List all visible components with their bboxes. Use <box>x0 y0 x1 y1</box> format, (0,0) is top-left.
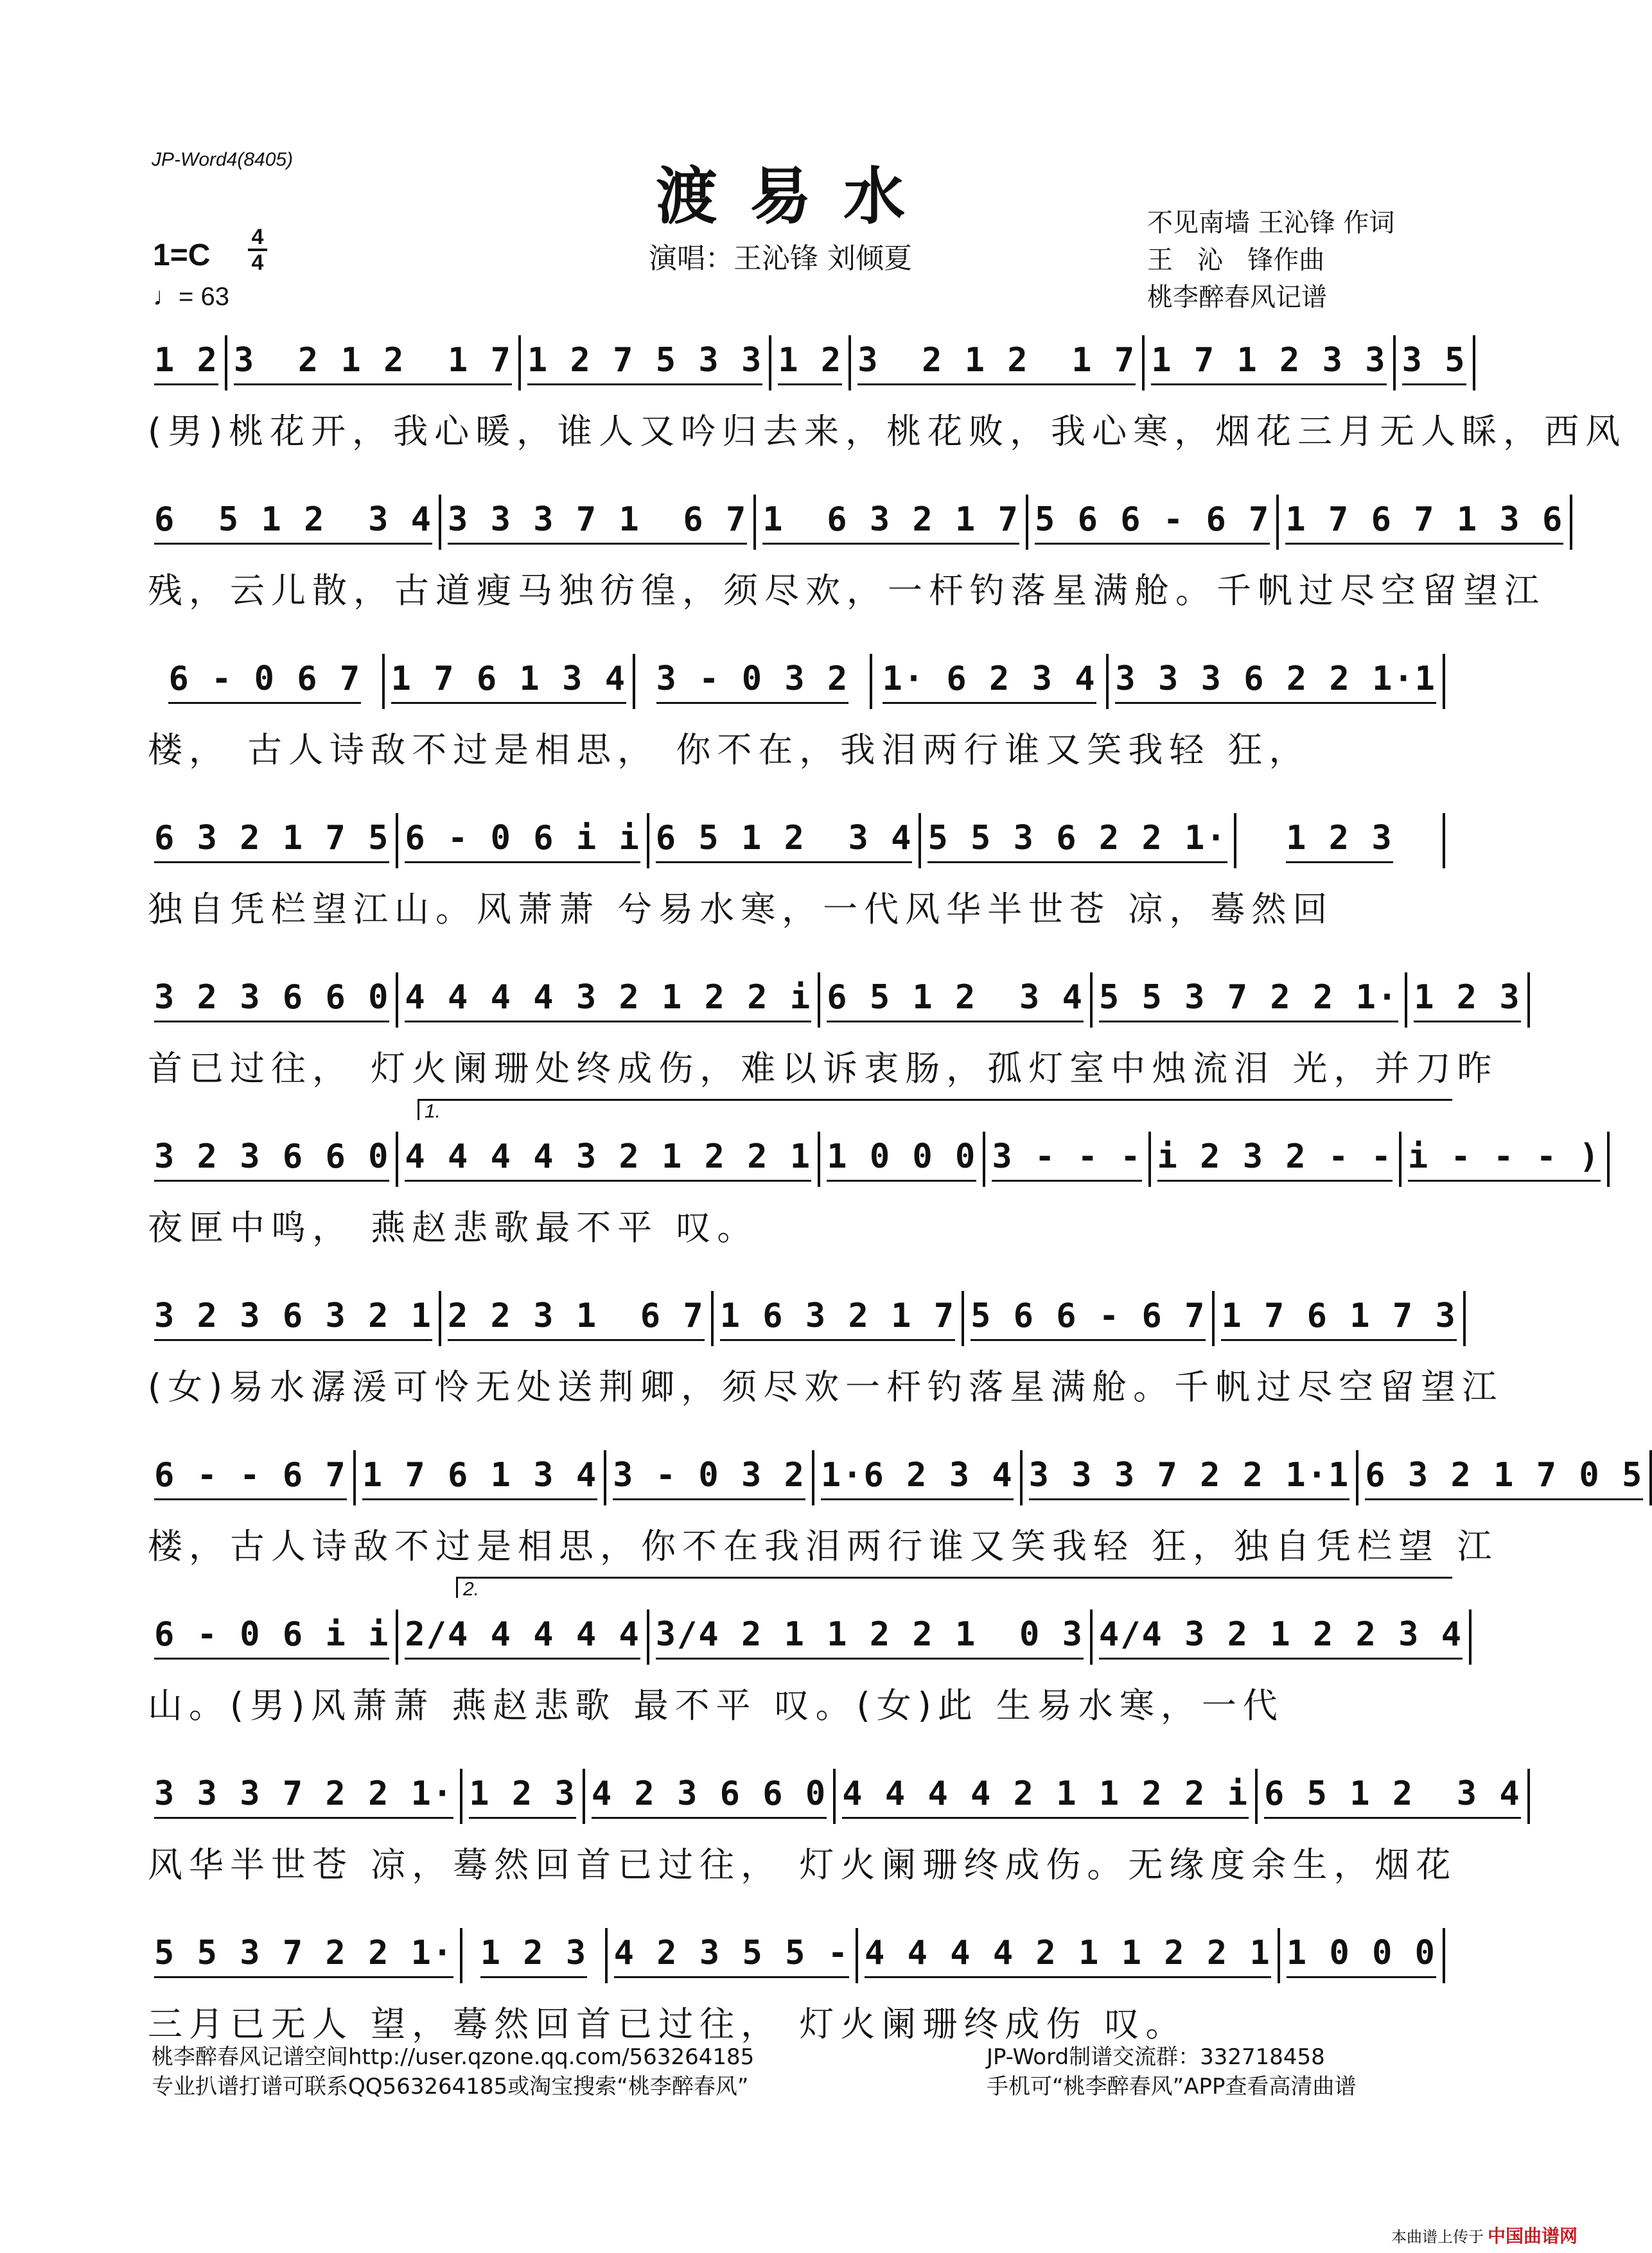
measure <box>356 1450 606 1505</box>
credit-transcriber: 桃李醉春风记谱 <box>1147 283 1327 312</box>
measure-notes: 1 7 1 2 3 3 <box>1151 341 1386 385</box>
measure-notes: 1 0 0 0 <box>827 1137 976 1182</box>
measure <box>872 654 1109 709</box>
measure <box>227 335 521 390</box>
measure <box>858 1928 1280 1983</box>
notation-line <box>148 1764 1521 1828</box>
measure <box>1028 495 1279 550</box>
footer-right <box>987 2042 1357 2101</box>
notation-line <box>148 1446 1644 1510</box>
measure <box>1145 335 1395 390</box>
measure-notes: 1 2 3 <box>469 1775 576 1819</box>
measure <box>385 654 635 709</box>
measure-notes: 4 2 3 6 6 0 <box>592 1775 827 1819</box>
measure <box>606 1450 814 1505</box>
measure-notes: 6 3 2 1 7 0 5 <box>1365 1456 1643 1500</box>
measure <box>398 972 820 1028</box>
measure-notes: 1 2 3 <box>480 1934 588 1978</box>
notation-line <box>148 1924 1445 1988</box>
measure-notes: 5 5 3 7 2 2 1· <box>154 1934 453 1978</box>
measure <box>649 1609 1093 1665</box>
measure <box>1093 972 1407 1028</box>
measure-notes: 1· 6 2 3 4 <box>883 660 1096 704</box>
measure <box>1402 1132 1610 1187</box>
score-system <box>148 1286 1504 1409</box>
measure-notes: 4 4 4 4 3 2 1 2 2 1 <box>405 1137 811 1182</box>
measure-notes: 5 6 6 - 6 7 <box>971 1297 1206 1341</box>
measure-notes: 6 - 0 6 i i <box>405 819 640 863</box>
measure <box>148 1928 462 1983</box>
measure <box>1023 1450 1359 1505</box>
measure <box>521 335 771 390</box>
measure-notes: 3 2 3 6 6 0 <box>154 1137 389 1182</box>
footer-left-line-2: 专业扒谱打谱可联系QQ563264185或淘宝搜索“桃李醉春风” <box>152 2074 749 2100</box>
measure-notes: 4 4 4 4 3 2 1 2 2 i <box>405 978 811 1022</box>
measure-notes: 1 7 6 7 1 3 6 <box>1285 500 1563 545</box>
watermark <box>1391 2222 1577 2248</box>
lyric-line: 三月已无人 望，蓦然回首已过往， 灯火阑珊终成伤 叹。 <box>148 2004 1187 2044</box>
measure <box>148 813 398 868</box>
measure <box>1396 335 1475 390</box>
score-system <box>148 1579 1463 1728</box>
measure-notes: 5 6 6 - 6 7 <box>1035 500 1270 545</box>
measure <box>148 1609 398 1665</box>
notation-line <box>148 1286 1457 1351</box>
singers-line: 演唱：王沁锋 刘倾夏 <box>649 242 912 275</box>
measure-notes: 3 3 3 7 2 2 1·1 <box>1029 1456 1350 1500</box>
key-signature: 1=C <box>153 238 211 272</box>
measure-notes: 6 - - 6 7 <box>154 1456 347 1500</box>
lyric-line: 楼，古人诗敌不过是相思，你不在我泪两行谁又笑我轻 狂，独自凭栏望 江 <box>148 1526 1498 1566</box>
measure-notes: 1 6 3 2 1 7 <box>720 1297 955 1341</box>
measure <box>1407 972 1530 1028</box>
measure <box>649 813 922 868</box>
tempo-marking: ♩= 63 <box>153 283 229 311</box>
measure <box>1109 654 1445 709</box>
measure-notes: 6 5 1 2 3 4 <box>154 500 432 545</box>
measure-notes: 3 3 3 6 2 2 1·1 <box>1115 660 1436 704</box>
measure-notes: 1 2 3 <box>1286 819 1393 863</box>
lyric-line: (女)易水潺湲可怜无处送荆卿，须尽欢一杆钓落星满舱。千帆过尽空留望江 <box>148 1367 1504 1407</box>
measure-notes: 1 0 0 0 <box>1287 1934 1436 1978</box>
measure-notes: 1 7 6 1 3 4 <box>362 1456 597 1500</box>
measure-notes: 6 3 2 1 7 5 <box>154 819 389 863</box>
volta-bracket: 1. <box>417 1099 1452 1120</box>
lyric-line: 首已过往， 灯火阑珊处终成伤，难以诉衷肠，孤灯室中烛流泪 光，并刀昨 <box>148 1048 1498 1089</box>
measure <box>1215 1291 1465 1346</box>
measure <box>148 335 227 390</box>
notation-line <box>148 649 1445 714</box>
measure <box>148 1132 398 1187</box>
lyric-line: 夜匣中鸣， 燕赵悲歌最不平 叹。 <box>148 1207 759 1248</box>
measure-notes: i - - - ) <box>1408 1137 1601 1182</box>
measure-notes: 2/4 4 4 4 4 <box>405 1615 640 1660</box>
measure-notes: 6 - 0 6 i i <box>154 1615 389 1660</box>
measure <box>585 1769 836 1824</box>
measure-notes: 5 5 3 6 2 2 1· <box>927 819 1227 863</box>
notation-line <box>148 968 1521 1032</box>
footer-right-line-1: JP-Word制谱交流群：332718458 <box>987 2044 1325 2070</box>
footer-left-line-1: 桃李醉春风记谱空间http://user.qzone.qq.com/563264185 <box>152 2044 755 2070</box>
notation-line <box>148 490 1564 554</box>
measure <box>635 654 872 709</box>
measure-notes: 1 7 6 1 3 4 <box>391 660 626 704</box>
measure <box>462 1928 607 1983</box>
score-system <box>148 1446 1644 1568</box>
measure-notes: 1 2 3 <box>1414 978 1521 1022</box>
lyric-line: 楼， 古人诗敌不过是相思， 你不在，我泪两行谁又笑我轻 狂， <box>148 730 1310 770</box>
measure <box>398 1132 820 1187</box>
measure-notes: 3/4 2 1 1 2 2 1 0 3 <box>656 1615 1084 1660</box>
time-signature-bottom: 4 <box>251 250 264 275</box>
lyric-line: 残，云儿散，古道瘦马独彷徨，须尽欢，一杆钓落星满舱。千帆过尽空留望江 <box>148 570 1545 611</box>
credits <box>1147 204 1394 316</box>
score-system <box>148 1101 1601 1250</box>
measure-notes: 4 4 4 4 2 1 1 2 2 i <box>842 1775 1249 1819</box>
software-label: JP-Word4(8405) <box>152 149 294 170</box>
measure-notes: 3 3 3 7 1 6 7 <box>448 500 747 545</box>
measure-notes: i 2 3 2 - - <box>1157 1137 1393 1182</box>
measure-notes: 3 - - - <box>992 1137 1141 1182</box>
measure <box>398 1609 649 1665</box>
measure <box>814 1450 1023 1505</box>
volta-bracket: 2. <box>456 1577 1452 1598</box>
measure <box>1279 495 1572 550</box>
measure <box>1358 1450 1652 1505</box>
measure-notes: 6 - 0 6 7 <box>168 660 361 704</box>
credit-composer: 王 沁 锋作曲 <box>1147 245 1325 275</box>
measure <box>820 972 1093 1028</box>
measure <box>771 335 851 390</box>
measure <box>964 1291 1215 1346</box>
lyric-line: 独自凭栏望江山。风萧萧 兮易水寒，一代风华半世苍 凉，蓦然回 <box>148 889 1334 929</box>
measure-notes: 3 2 1 2 1 7 <box>857 341 1136 385</box>
score-system <box>148 649 1445 772</box>
measure-notes: 6 5 1 2 3 4 <box>656 819 913 863</box>
notation-line <box>148 1127 1601 1191</box>
score-system <box>148 331 1627 453</box>
time-signature <box>248 226 267 274</box>
measure-notes: 4/4 3 2 1 2 2 3 4 <box>1099 1615 1463 1660</box>
measure <box>820 1132 985 1187</box>
lyric-line: 风华半世苍 凉，蓦然回首已过往， 灯火阑珊终成伤。无缘度余生，烟花 <box>148 1845 1457 1885</box>
measure <box>851 335 1145 390</box>
song-title: 渡易水 <box>656 160 937 232</box>
score-system <box>148 1924 1445 2046</box>
measure <box>441 1291 714 1346</box>
measure-notes: 1 6 3 2 1 7 <box>762 500 1019 545</box>
score-system <box>148 968 1521 1091</box>
credit-lyricist: 不见南墙 王沁锋 作词 <box>1147 208 1395 238</box>
watermark-text: 本曲谱上传于 <box>1391 2227 1484 2246</box>
measure <box>714 1291 964 1346</box>
measure <box>148 654 385 709</box>
measure-notes: 3 2 3 6 3 2 1 <box>154 1297 432 1341</box>
footer-left <box>152 2042 754 2101</box>
measure <box>148 1291 441 1346</box>
measure <box>462 1769 585 1824</box>
notation-line <box>148 809 1445 873</box>
measure-notes: 3 2 1 2 1 7 <box>234 341 512 385</box>
measure-notes: 2 2 3 1 6 7 <box>448 1297 705 1341</box>
measure <box>148 1769 462 1824</box>
footer-right-line-2: 手机可“桃李醉春风”APP查看高清曲谱 <box>987 2074 1357 2100</box>
measure-notes: 1 2 7 5 3 3 <box>527 341 762 385</box>
measure-notes: 3 5 <box>1402 341 1466 385</box>
notation-line <box>148 331 1466 395</box>
measure <box>398 813 649 868</box>
measure <box>148 1450 356 1505</box>
measure-notes: 1 2 <box>154 341 218 385</box>
time-signature-top: 4 <box>251 225 264 249</box>
measure <box>1280 1928 1445 1983</box>
measure <box>1151 1132 1402 1187</box>
measure-notes: 4 4 4 4 2 1 1 2 2 1 <box>865 1934 1271 1978</box>
measure <box>608 1928 858 1983</box>
measure <box>148 495 441 550</box>
measure-notes: 6 5 1 2 3 4 <box>1264 1775 1521 1819</box>
measure <box>836 1769 1258 1824</box>
measure-notes: 6 5 1 2 3 4 <box>827 978 1084 1022</box>
watermark-brand: 中国曲谱网 <box>1487 2225 1577 2247</box>
measure-notes: 1 2 <box>778 341 842 385</box>
measure <box>1258 1769 1530 1824</box>
notation-line <box>148 1605 1463 1669</box>
measure <box>985 1132 1150 1187</box>
lyric-line: 山。(男)风萧萧 燕赵悲歌 最不平 叹。(女)此 生易水寒，一代 <box>148 1685 1284 1726</box>
score-system <box>148 490 1564 613</box>
measure <box>148 972 398 1028</box>
measure-notes: 3 3 3 7 2 2 1· <box>154 1775 453 1819</box>
measure <box>756 495 1028 550</box>
measure-notes: 5 5 3 7 2 2 1· <box>1099 978 1398 1022</box>
measure <box>1093 1609 1472 1665</box>
score-system <box>148 1764 1521 1887</box>
measure-notes: 4 2 3 5 5 - <box>614 1934 849 1978</box>
measure <box>921 813 1236 868</box>
score-system <box>148 809 1445 931</box>
lyric-line: (男)桃花开，我心暖，谁人又吟归去来，桃花败，我心寒，烟花三月无人睬，西风 <box>148 411 1627 451</box>
measure-notes: 3 - 0 3 2 <box>613 1456 805 1500</box>
measure-notes: 3 2 3 6 6 0 <box>154 978 389 1022</box>
measure-notes: 1·6 2 3 4 <box>821 1456 1014 1500</box>
measure-notes: 1 7 6 1 7 3 <box>1221 1297 1456 1341</box>
measure <box>441 495 756 550</box>
measure-notes: 3 - 0 3 2 <box>656 660 849 704</box>
measure <box>1236 813 1445 868</box>
